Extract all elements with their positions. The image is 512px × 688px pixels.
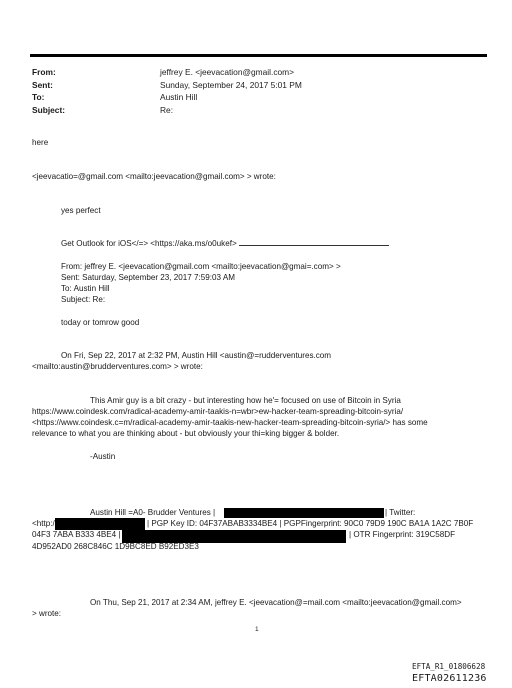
- signature-line: 4D952AD0 268C846C 1D9BC8ED B92ED3E3: [32, 542, 199, 551]
- body-line: On Thu, Sep 21, 2017 at 2:34 AM, jeffrey E. <jeevacation@=mail.com <mailto:jeevacation@gmail.com>: [90, 598, 462, 607]
- to-label: To:: [32, 92, 45, 103]
- body-line: relevance to what you are thinking about - but obviously your thi=king bigger & bolder.: [32, 429, 340, 438]
- from-label: From:: [32, 67, 56, 77]
- body-line: Subject: Re:: [61, 295, 106, 304]
- email-header: [32, 66, 302, 116]
- header-from-row: [32, 66, 302, 79]
- signature-line: 04F3 7ABA B333 4BE4 |: [32, 530, 121, 539]
- header-subject-row: [32, 104, 302, 117]
- body-line: <https://www.coindesk.c=m/radical-academy-amir-taakis-new-hacker-team-spreading-bitcoin-syria/> has some: [32, 418, 428, 427]
- signature-line: <http:/: [32, 519, 55, 528]
- body-line: > wrote:: [32, 609, 62, 618]
- body-line: yes perfect: [61, 206, 101, 215]
- body-line: here: [32, 138, 49, 147]
- bates-stamp-secondary: EFTA02611236: [412, 673, 487, 684]
- body-line: From: jeffrey E. <jeevacation@gmail.com <mailto:jeevacation@gmai=.com> >: [61, 262, 341, 271]
- signature-line: | PGP Key ID: 04F37ABAB3334BE4 | PGPFingerprint: 90C0 79D9 190C BA1A 1A2C 7B0F: [147, 519, 474, 528]
- to-value: Austin Hill: [160, 92, 198, 103]
- sent-value: Sunday, September 24, 2017 5:01 PM: [160, 79, 302, 90]
- sent-label: Sent:: [32, 79, 53, 90]
- signature-line: | OTR Fingerprint: 319C58DF: [349, 530, 456, 539]
- body-line: <jeevacatio=@gmail.com <mailto:jeevacation@gmail.com> > wrote:: [32, 172, 276, 181]
- body-line: <mailto:austin@brudderventures.com> > wrote:: [32, 362, 203, 371]
- underline-blank: [239, 238, 389, 246]
- body-line: On Fri, Sep 22, 2017 at 2:32 PM, Austin Hill <austin@=rudderventures.com: [61, 351, 332, 360]
- signature-line: | Twitter:: [385, 508, 416, 517]
- bates-stamp-primary: EFTA_R1_01806628: [412, 662, 486, 671]
- signature-line: Austin Hill =A0- Brudder Ventures |: [90, 508, 216, 517]
- header-sent-row: [32, 79, 302, 92]
- subject-label: Subject:: [32, 104, 66, 115]
- body-line: To: Austin Hill: [61, 284, 110, 293]
- body-line: https://www.coindesk.com/radical-academy-amir-taakis-n=wbr>ew-hacker-team-spreading-bitcoin-syria/: [32, 407, 404, 416]
- body-line: Sent: Saturday, September 23, 2017 7:59:03 AM: [61, 273, 235, 282]
- subject-value: Re:: [160, 104, 174, 115]
- body-line: today or tomrow good: [61, 318, 140, 327]
- body-line: -Austin: [90, 452, 116, 461]
- page-number: 1: [255, 626, 259, 633]
- body-line: This Amir guy is a bit crazy - but interesting how he'= focused on use of Bitcoin in Syria: [90, 396, 401, 405]
- header-rule: [30, 54, 487, 57]
- redaction-bar: [224, 508, 384, 518]
- outlook-line-text: Get Outlook for iOS</=> <https://aka.ms/o0ukef>: [61, 239, 237, 248]
- body-line: [61, 238, 389, 250]
- header-to-row: [32, 91, 302, 104]
- from-value: jeffrey E. <jeevacation@gmail.com>: [160, 67, 295, 77]
